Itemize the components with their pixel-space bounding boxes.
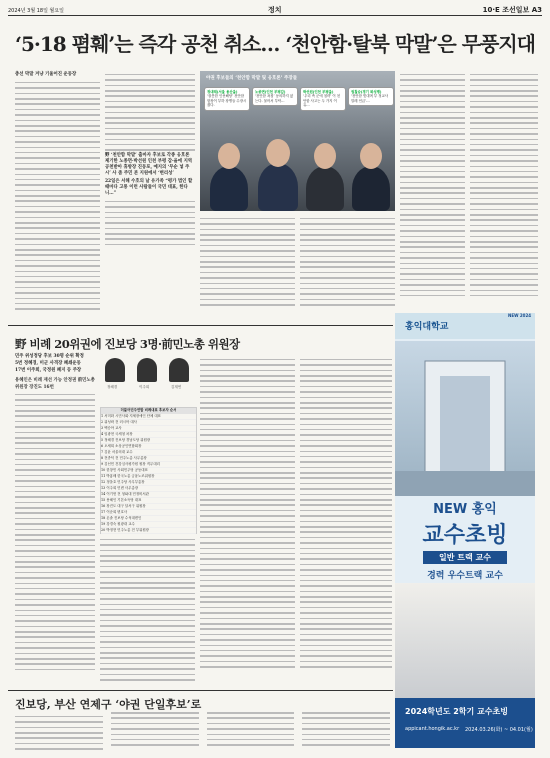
story1-col5 xyxy=(400,70,465,310)
story2-col3 xyxy=(200,355,295,690)
divider xyxy=(8,325,393,326)
campus-gate-graphic xyxy=(395,341,535,496)
table-row: 20 박정현 민주노총 전 부위원장 xyxy=(101,528,196,534)
candidate-portrait xyxy=(169,358,189,382)
main-headline: ‘5·18 폄훼’는 즉각 공천 취소… ‘천안함·탈북 막말’은 무풍지대 xyxy=(15,32,535,56)
table-row: 19 강경숙 원광대 교수 xyxy=(101,522,196,528)
ad-period: 2024.03.26(화) ~ 04.01(월) xyxy=(465,727,533,733)
table-title: 더불어민주연합 비례대표 후보자 순서 xyxy=(101,408,196,414)
table-row: 2 위성락 전 러시아 대사 xyxy=(101,420,196,426)
ad-info-bar xyxy=(395,698,535,748)
story1-subhead: 충선 막말 겨냥 기울어진 운동장 xyxy=(15,72,77,77)
third-headline: 진보당, 부산 연제구 ‘야권 단일후보’로 xyxy=(15,698,202,711)
university-ad[interactable] xyxy=(395,313,535,748)
table-row: 18 손솔 진보당 수석대변인 xyxy=(101,516,196,522)
ad-hall-image xyxy=(395,583,535,698)
header-page: 10·E 조선일보 A3 xyxy=(482,6,542,14)
table-row: 5 정혜경 진보당 경남도당 위원장 xyxy=(101,438,196,444)
ad-bar-title: 2024학년도 2학기 교수초빙 xyxy=(405,707,508,716)
photo-caption: 야권 후보들의 ‘천안함 막말 및 옹호론’ 주장들 xyxy=(206,76,298,81)
table-row: 17 이준희 변호사 xyxy=(101,510,196,516)
candidate-portrait xyxy=(137,358,157,382)
candidate-photos xyxy=(100,353,195,408)
candidate-figure xyxy=(306,166,344,211)
table-row: 15 용혜인 기본소득당 대표 xyxy=(101,498,196,504)
ad-track-general: 일반 트랙 교수 xyxy=(423,551,507,564)
ad-subtitle: NEW 홍익 xyxy=(433,502,497,517)
quote-bubble: 노종면(인천 부평갑) ‘천안함 폭침’ 동의하지 않는다. 물어서 부탁… xyxy=(252,87,298,106)
candidate-head xyxy=(218,143,240,169)
divider xyxy=(8,690,393,691)
table-row: 10 한창민 사회민주당 공동대표 xyxy=(101,468,196,474)
header-section: 정치 xyxy=(268,6,282,14)
story1-col4 xyxy=(300,214,395,314)
candidate-figure xyxy=(352,166,390,211)
table-row: 13 이주희 민변 사무총장 xyxy=(101,486,196,492)
story3-body xyxy=(15,712,390,752)
quote-bubble: 정대래(서울 용산을) ‘잘못한 인선해당’ 천안함 함장이 부하 장병들 수장시켰다. xyxy=(204,87,250,111)
table-row: 3 백승아 교사 xyxy=(101,426,196,432)
candidate-list-table xyxy=(100,407,197,534)
table-row: 14 이기헌 전 청와대 민정비서관 xyxy=(101,492,196,498)
table-row: 6 오세희 소상공인연합회장 xyxy=(101,444,196,450)
candidate-portrait xyxy=(105,358,125,382)
page-header xyxy=(8,5,542,16)
table-row: 4 임광현 국세청 차장 xyxy=(101,432,196,438)
candidates-photo xyxy=(200,71,395,211)
candidate-head xyxy=(314,143,336,169)
table-row: 7 김윤 서울의대 교수 xyxy=(101,450,196,456)
header-date: 2024년 3월 18일 월요일 xyxy=(8,8,65,14)
story1-col1 xyxy=(15,70,100,315)
story1-col6 xyxy=(470,70,538,310)
candidate-head xyxy=(360,143,382,169)
portrait-name: 이주희 xyxy=(139,385,150,389)
story2-col4 xyxy=(300,355,392,690)
story2-deck: 민주 위성정당 후보 30명 순위 확정 5번 정혜경, 미군 사격장 폐쇄운동 17번 이주희, 국정원 폐지 등 주장 용혜인은 비례 재선 가능 안정권 前민노총 위원장 장진도 16번 xyxy=(15,354,95,390)
table-row: 1 서미화 시민사회·지체장애인 단체 대표 xyxy=(101,414,196,420)
ad-new-tag: NEW 2024 xyxy=(508,313,532,318)
candidate-head xyxy=(266,139,290,167)
candidate-figure xyxy=(258,163,298,211)
ad-campus-image xyxy=(395,341,535,496)
portrait-name: 김재연 xyxy=(171,385,182,389)
story1-col2 xyxy=(105,70,195,315)
ad-logo: 홍익대학교 xyxy=(405,322,449,332)
quote-bubble: 박선원(인천 부평을) ‘우리 측 군에 침략’ 이 천안함 사고는 두 가지 이유… xyxy=(300,87,346,111)
table-row: 8 전종덕 전 민주노총 사무총장 xyxy=(101,456,196,462)
table-row: 11 박홍배 한국노총 금융노조위원장 xyxy=(101,474,196,480)
table-row: 12 정을호 민주당 사무부총장 xyxy=(101,480,196,486)
ad-track-career: 경력 우수트랙 교수 xyxy=(427,571,503,581)
table-row: 16 장진도 대구 달서구 위원장 xyxy=(101,504,196,510)
candidate-figure xyxy=(210,166,248,211)
story2-col2 xyxy=(100,535,195,690)
ad-website-link[interactable]: appicant.hongik.ac.kr xyxy=(405,726,460,732)
story1-subhead-3: 22일은 서해 수호의 날 유가족 “평가 법인 할 때마다 고통 이런 사람들이 국민 대표, 한다니…” xyxy=(105,178,193,196)
story1-subhead-2: 野 ‘천안함 막말’ 출마자 후보로 각종 옹호론 제기한 노종면·박선원 인천 부평 갑·을에 지역 공천받아 휴방장 진동포, 예지의 ‘무순 넣 주시’ 사 좀 주민 본 지원에서 ‘변리성’ xyxy=(105,152,193,176)
portrait-name: 정혜경 xyxy=(107,385,118,389)
quote-bubble: 권칠승(경기 화성병) ‘천안함 빗대며 부 정교사 말레 언급’… xyxy=(348,87,394,106)
table-row: 9 김선민 건강심사평가원 원장 직무대리 xyxy=(101,462,196,468)
ad-title: 교수초빙 xyxy=(422,523,508,548)
second-headline: 野 비례 20위권에 진보당 3명·前민노총 위원장 xyxy=(15,337,240,351)
story1-col3 xyxy=(200,214,295,314)
story2-col1 xyxy=(15,390,95,690)
